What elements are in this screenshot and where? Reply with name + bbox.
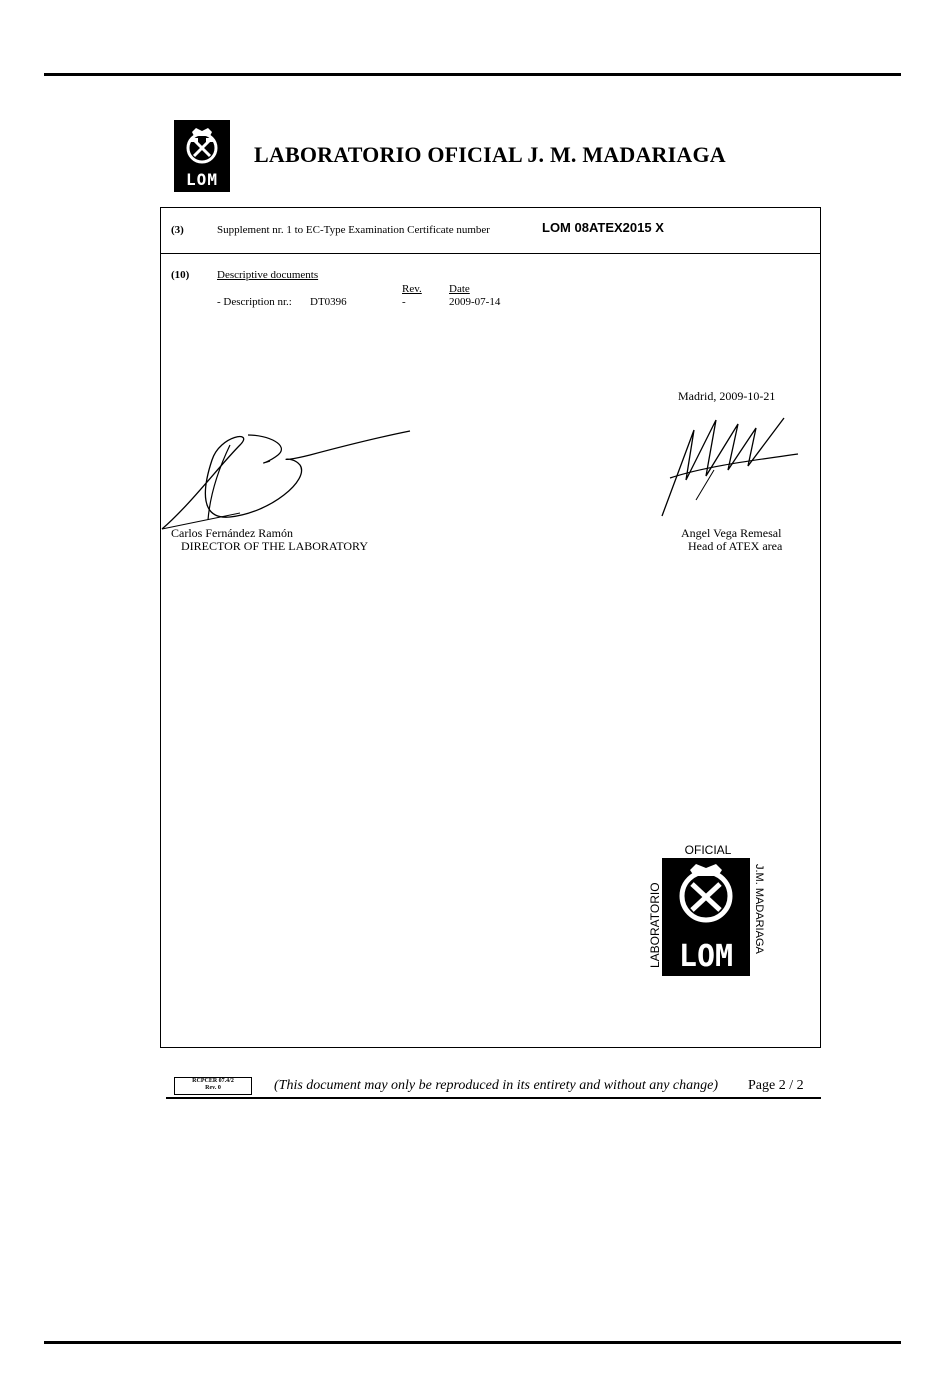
description-date: 2009-07-14 bbox=[449, 296, 501, 308]
date-header: Date bbox=[449, 283, 470, 295]
stamp-left-text: LABORATORIO bbox=[648, 882, 662, 968]
director-name: Carlos Fernández Ramón bbox=[171, 526, 293, 540]
logo-text: LOM bbox=[186, 170, 218, 189]
stamp-top-text: OFICIAL bbox=[684, 843, 732, 857]
section-10-number: (10) bbox=[171, 269, 190, 281]
bottom-rule bbox=[44, 1341, 901, 1344]
description-doc: DT0396 bbox=[310, 296, 347, 308]
form-rev: Rev. 0 bbox=[205, 1085, 221, 1091]
top-rule bbox=[44, 73, 901, 76]
form-code: RCPCER 07.4/2 bbox=[192, 1078, 234, 1084]
reproduction-note: (This document may only be reproduced in its entirety and without any change) bbox=[274, 1078, 719, 1093]
director-role: DIRECTOR OF THE LABORATORY bbox=[181, 539, 369, 553]
head-name: Angel Vega Remesal bbox=[681, 526, 782, 540]
description-label: - Description nr.: bbox=[217, 296, 292, 308]
head-role: Head of ATEX area bbox=[688, 539, 783, 553]
rev-header: Rev. bbox=[402, 283, 422, 295]
coat-of-arms-icon bbox=[180, 124, 224, 168]
stamp-right-text: J.M. MADARIAGA bbox=[753, 864, 765, 954]
place-date: Madrid, 2009-10-21 bbox=[678, 389, 776, 403]
footer-rule bbox=[166, 1097, 821, 1099]
section-3-text: Supplement nr. 1 to EC-Type Examination Certificate number bbox=[217, 224, 490, 236]
section-10-title: Descriptive documents bbox=[217, 269, 319, 281]
head-signature bbox=[656, 410, 806, 520]
section-divider bbox=[160, 253, 820, 254]
lab-name: LABORATORIO OFICIAL J. M. MADARIAGA bbox=[254, 142, 726, 167]
lom-logo bbox=[174, 120, 230, 192]
form-code-box bbox=[174, 1077, 252, 1095]
stamp-center-text: LOM bbox=[678, 939, 734, 974]
description-rev: - bbox=[402, 296, 406, 308]
page-number: Page 2 / 2 bbox=[748, 1078, 804, 1093]
director-signature bbox=[160, 425, 420, 535]
official-stamp bbox=[648, 842, 772, 978]
section-3-number: (3) bbox=[171, 224, 184, 236]
certificate-number: LOM 08ATEX2015 X bbox=[542, 220, 664, 235]
